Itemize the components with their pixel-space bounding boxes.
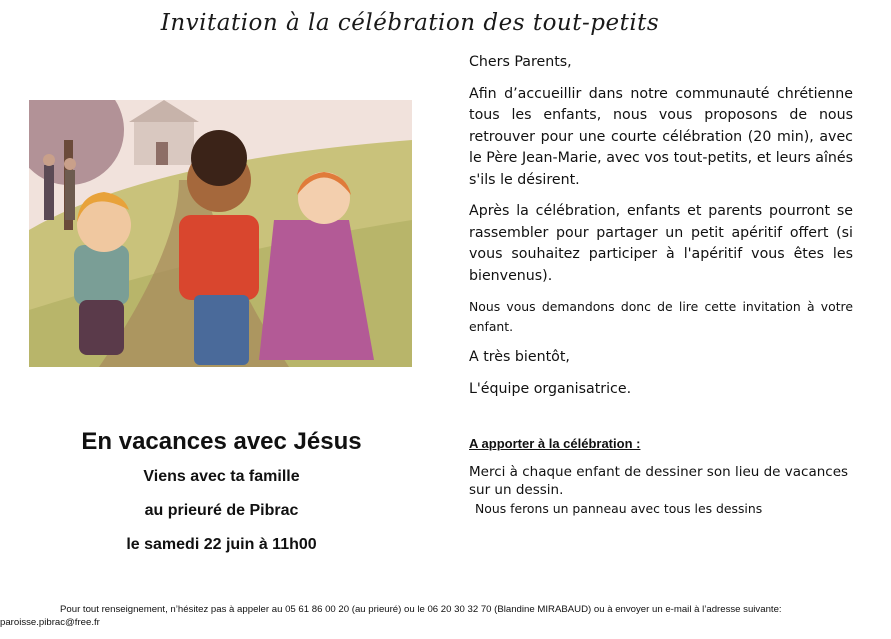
letter-paragraph-2: Après la célébration, enfants et parents pourront se rassembler pour partager un petit apéritif offert (si vous souhaitez participer à l'apéritif vous êtes les bienvenus).	[469, 203, 853, 284]
bring-note: Nous ferons un panneau avec tous les dessins	[475, 501, 763, 516]
event-heading: En vacances avec Jésus	[81, 428, 362, 455]
event-line-date: le samedi 22 juin à 11h00	[126, 536, 317, 553]
footer-email[interactable]: paroisse.pibrac@free.fr	[0, 617, 100, 628]
event-line-family: Viens avec ta famille	[143, 468, 300, 485]
letter-body	[469, 52, 853, 410]
letter-greeting: Chers Parents,	[469, 54, 572, 70]
footer-contact	[0, 603, 870, 629]
bring-title: A apporter à la célébration :	[469, 436, 641, 451]
page-title: Invitation à la célébration des tout-petits	[160, 10, 660, 36]
bring-section	[469, 436, 859, 516]
letter-signature: L'équipe organisatrice.	[469, 380, 632, 397]
children-walking-to-church-illustration	[29, 100, 412, 367]
letter-paragraph-1: Afin d’accueillir dans notre communauté chrétienne tous les enfants, nous vous proposons de nous retrouver pour une courte célébration (20 min), avec le Père Jean-Marie, avec vos tout-petits, et leurs aînés s'ils le désirent.	[469, 85, 853, 188]
letter-closing: A très bientôt,	[469, 349, 570, 365]
footer-line-1: Pour tout renseignement, n’hésitez pas à appeler au 05 61 86 00 20 (au prieuré) ou le 06 20 30 32 70 (Blandine MIRABAUD) ou à envoyer un e-mail à l’adresse suivante:	[60, 604, 782, 615]
child-left	[74, 192, 131, 355]
letter-paragraph-3: Nous vous demandons donc de lire cette invitation à votre enfant.	[469, 299, 853, 334]
event-line-place: au prieuré de Pibrac	[144, 502, 299, 519]
bring-text: Merci à chaque enfant de dessiner son lieu de vacances sur un dessin.	[469, 464, 849, 498]
children-illustration	[29, 100, 412, 367]
event-block	[29, 428, 414, 570]
